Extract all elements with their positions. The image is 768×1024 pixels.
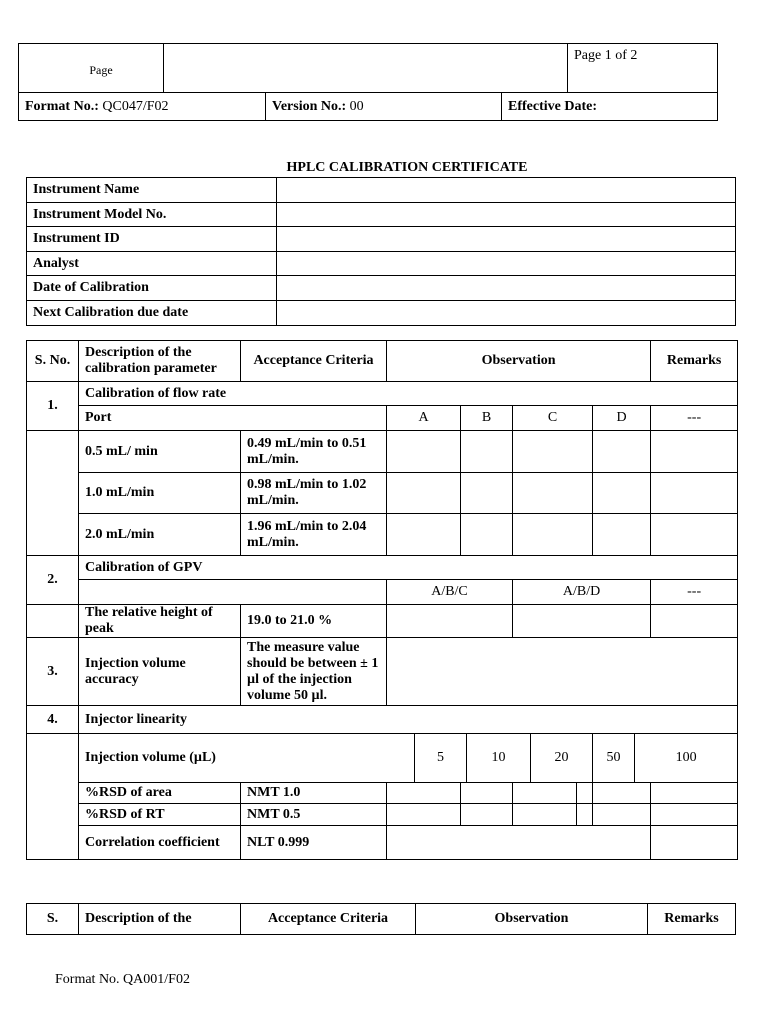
observation-cell[interactable]: [577, 804, 593, 826]
col-sno-header: S.: [27, 904, 79, 935]
flow-rate-desc: 2.0 mL/min: [79, 514, 241, 556]
info-value[interactable]: [277, 276, 736, 301]
format-label: Format No.:: [25, 98, 99, 114]
page-label: Page: [89, 62, 113, 77]
observation-cell[interactable]: [461, 804, 513, 826]
section-number: 1.: [27, 382, 79, 431]
info-value[interactable]: [277, 178, 736, 203]
observation-cell[interactable]: [593, 514, 651, 556]
flow-rate-desc: 0.5 mL/ min: [79, 431, 241, 473]
observation-cell[interactable]: [593, 804, 651, 826]
document-header: [18, 43, 718, 121]
gpv-desc: The relative height of peak: [79, 605, 241, 638]
col-description-header: Description of the: [79, 904, 241, 935]
col-observation-header: Observation: [416, 904, 648, 935]
rsd-area-label: %RSD of area: [79, 783, 241, 804]
info-label: Date of Calibration: [27, 276, 277, 301]
observation-cell[interactable]: [513, 783, 577, 804]
section-number: 4.: [27, 706, 79, 734]
observation-cell[interactable]: [387, 783, 461, 804]
col-description-header: Description of the calibration parameter: [79, 341, 241, 382]
port-label: Port: [79, 406, 387, 431]
footer-format-number: Format No. QA001/F02: [55, 972, 190, 987]
certificate-title: HPLC CALIBRATION CERTIFICATE: [286, 160, 528, 175]
injection-accuracy-acceptance: The measure value should be between ± 1 µl of the injection volume 50 µl.: [241, 638, 387, 706]
flow-rate-acceptance: 0.98 mL/min to 1.02 mL/min.: [241, 473, 387, 514]
remarks-cell[interactable]: [651, 826, 738, 860]
observation-cell[interactable]: [593, 431, 651, 473]
observation-cell[interactable]: [387, 473, 461, 514]
volume-100: 100: [635, 734, 738, 783]
remarks-dash: ---: [651, 580, 738, 605]
remarks-cell[interactable]: [651, 431, 738, 473]
info-value[interactable]: [277, 203, 736, 227]
rsd-rt-label: %RSD of RT: [79, 804, 241, 826]
observation-cell[interactable]: [593, 783, 651, 804]
section-title: Calibration of flow rate: [79, 382, 738, 406]
observation-cell[interactable]: [461, 783, 513, 804]
observation-cell[interactable]: [387, 826, 651, 860]
instrument-info-table: [26, 177, 736, 326]
observation-cell[interactable]: [513, 473, 593, 514]
info-label: Instrument Model No.: [27, 203, 277, 227]
col-sno-header: S. No.: [27, 341, 79, 382]
observation-cell[interactable]: [513, 431, 593, 473]
flow-rate-acceptance: 0.49 mL/min to 0.51 mL/min.: [241, 431, 387, 473]
col-remarks-header: Remarks: [648, 904, 736, 935]
flow-rate-acceptance: 1.96 mL/min to 2.04 mL/min.: [241, 514, 387, 556]
volume-10: 10: [467, 734, 531, 783]
port-d: D: [593, 406, 651, 431]
page-count: Page 1 of 2: [574, 48, 638, 63]
section-number: 2.: [27, 556, 79, 605]
col-acceptance-header: Acceptance Criteria: [241, 904, 416, 935]
injection-volume-label: Injection volume (µL): [79, 734, 415, 783]
observation-cell[interactable]: [461, 514, 513, 556]
observation-cell[interactable]: [593, 473, 651, 514]
section-number: 3.: [27, 638, 79, 706]
volume-50: 50: [593, 734, 635, 783]
continuation-table: [26, 903, 736, 935]
version-value: 00: [346, 98, 364, 114]
observation-cell[interactable]: [387, 638, 738, 706]
effective-date-label: Effective Date:: [508, 98, 598, 114]
observation-cell[interactable]: [461, 431, 513, 473]
flow-rate-desc: 1.0 mL/min: [79, 473, 241, 514]
port-a: A: [387, 406, 461, 431]
info-label: Next Calibration due date: [27, 301, 277, 326]
col-observation-header: Observation: [387, 341, 651, 382]
observation-cell[interactable]: [387, 804, 461, 826]
gpv-abc: A/B/C: [387, 580, 513, 605]
info-label: Analyst: [27, 252, 277, 276]
correlation-label: Correlation coefficient: [79, 826, 241, 860]
observation-cell[interactable]: [387, 514, 461, 556]
injection-accuracy-desc: Injection volume accuracy: [79, 638, 241, 706]
observation-cell[interactable]: [387, 431, 461, 473]
col-acceptance-header: Acceptance Criteria: [241, 341, 387, 382]
version-label: Version No.:: [272, 98, 347, 114]
section-title: Calibration of GPV: [79, 556, 738, 580]
observation-cell[interactable]: [577, 783, 593, 804]
observation-cell[interactable]: [461, 473, 513, 514]
remarks-dash: ---: [651, 406, 738, 431]
port-b: B: [461, 406, 513, 431]
observation-cell[interactable]: [387, 605, 513, 638]
observation-cell[interactable]: [513, 804, 577, 826]
rsd-rt-acceptance: NMT 0.5: [241, 804, 387, 826]
info-value[interactable]: [277, 301, 736, 326]
format-value: QC047/F02: [98, 98, 169, 114]
info-label: Instrument ID: [27, 227, 277, 252]
remarks-cell[interactable]: [651, 605, 738, 638]
rsd-area-acceptance: NMT 1.0: [241, 783, 387, 804]
volume-5: 5: [415, 734, 467, 783]
observation-cell[interactable]: [513, 514, 593, 556]
info-value[interactable]: [277, 227, 736, 252]
gpv-acceptance: 19.0 to 21.0 %: [241, 605, 387, 638]
info-value[interactable]: [277, 252, 736, 276]
col-remarks-header: Remarks: [651, 341, 738, 382]
correlation-acceptance: NLT 0.999: [241, 826, 387, 860]
remarks-cell[interactable]: [651, 514, 738, 556]
info-label: Instrument Name: [27, 178, 277, 203]
remarks-cell[interactable]: [651, 473, 738, 514]
gpv-abd: A/B/D: [513, 580, 651, 605]
remarks-cell[interactable]: [651, 804, 738, 826]
remarks-cell[interactable]: [651, 783, 738, 804]
port-c: C: [513, 406, 593, 431]
section-title: Injector linearity: [79, 706, 738, 734]
calibration-table: [26, 340, 738, 860]
volume-20: 20: [531, 734, 593, 783]
observation-cell[interactable]: [513, 605, 651, 638]
